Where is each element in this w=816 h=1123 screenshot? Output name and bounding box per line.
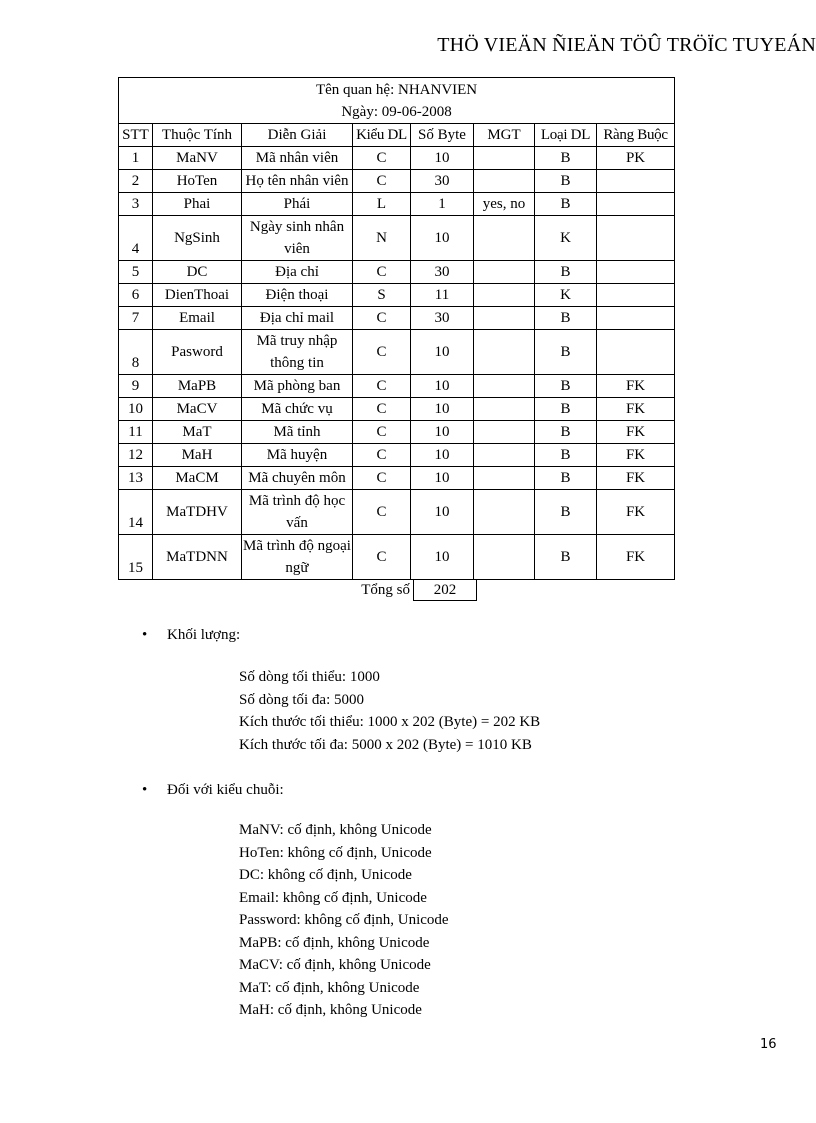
table-cell: B — [535, 261, 597, 284]
table-cell: 10 — [411, 216, 474, 261]
table-cell: yes, no — [474, 193, 535, 216]
table-cell: FK — [597, 421, 675, 444]
table-cell: 10 — [411, 467, 474, 490]
table-cell: 10 — [411, 490, 474, 535]
volume-lines — [239, 666, 540, 756]
table-cell: C — [353, 490, 411, 535]
table-cell: MaT — [153, 421, 242, 444]
column-header: Loại DL — [535, 124, 597, 147]
total-label: Tổng số — [361, 582, 410, 598]
table-row — [119, 490, 675, 535]
bullet-icon: • — [142, 782, 148, 798]
table-cell — [474, 261, 535, 284]
table-cell: 10 — [411, 421, 474, 444]
table-cell: K — [535, 284, 597, 307]
volume-line: Kích thước tối thiểu: 1000 x 202 (Byte) = 202 KB — [239, 714, 541, 730]
table-cell: B — [535, 147, 597, 170]
table-cell — [597, 330, 675, 375]
table-cell: DC — [153, 261, 242, 284]
table-cell: B — [535, 467, 597, 490]
table-cell: Mã truy nhập thông tin — [242, 330, 353, 375]
table-cell: Mã chuyên môn — [242, 467, 353, 490]
section-heading-string-type: Đối với kiểu chuỗi: — [167, 782, 284, 798]
table-cell — [474, 398, 535, 421]
string-type-line: MaCV: cố định, không Unicode — [239, 957, 431, 973]
table-cell: Phai — [153, 193, 242, 216]
table-cell: MaCM — [153, 467, 242, 490]
table-title-cell — [119, 78, 675, 124]
table-cell: Mã trình độ học vấn — [242, 490, 353, 535]
table-cell: B — [535, 375, 597, 398]
table-cell: B — [535, 398, 597, 421]
table-row — [119, 307, 675, 330]
string-type-line: MaT: cố định, không Unicode — [239, 979, 420, 996]
table-cell: 30 — [411, 307, 474, 330]
table-cell: Mã trình độ ngoại ngữ — [242, 535, 353, 580]
column-header: MGT — [474, 124, 535, 147]
table-cell: Điện thoại — [242, 284, 353, 307]
column-header: Diễn Giải — [242, 124, 353, 147]
relation-date: Ngày: 09-06-2008 — [341, 103, 452, 120]
table-cell: N — [353, 216, 411, 261]
string-type-line: MaH: cố định, không Unicode — [239, 1002, 422, 1018]
table-cell: 10 — [411, 398, 474, 421]
table-cell — [474, 375, 535, 398]
string-type-line: MaNV: cố định, không Unicode — [239, 822, 432, 838]
relation-table — [118, 77, 675, 580]
table-cell: FK — [597, 535, 675, 580]
volume-line: Số dòng tối thiểu: 1000 — [239, 669, 380, 685]
table-cell — [597, 307, 675, 330]
table-cell: C — [353, 444, 411, 467]
total-value: 202 — [413, 579, 477, 601]
table-cell: B — [535, 170, 597, 193]
table-cell — [474, 147, 535, 170]
table-cell: Họ tên nhân viên — [242, 170, 353, 193]
table-row — [119, 261, 675, 284]
string-type-line: Email: không cố định, Unicode — [239, 889, 427, 906]
bullet-icon: • — [142, 627, 148, 643]
table-cell: C — [353, 147, 411, 170]
table-cell — [474, 330, 535, 375]
table-cell: MaPB — [153, 375, 242, 398]
table-cell: 8 — [119, 330, 153, 375]
table-cell: FK — [597, 398, 675, 421]
table-cell — [597, 216, 675, 261]
table-cell — [474, 444, 535, 467]
table-row — [119, 284, 675, 307]
table-cell: C — [353, 261, 411, 284]
table-cell: 10 — [411, 330, 474, 375]
table-cell: 12 — [119, 444, 153, 467]
table-cell: 10 — [411, 444, 474, 467]
table-cell: Phái — [242, 193, 353, 216]
table-cell: FK — [597, 375, 675, 398]
table-cell: 6 — [119, 284, 153, 307]
table-cell: L — [353, 193, 411, 216]
table-cell: B — [535, 421, 597, 444]
table-cell: 2 — [119, 170, 153, 193]
table-cell: 10 — [411, 375, 474, 398]
page-header-title: THÖ VIEÄN ÑIEÄN TÖÛ TRÖÏC TUYEÁN — [437, 34, 816, 56]
column-header: Thuộc Tính — [153, 124, 242, 147]
table-cell: Mã chức vụ — [242, 398, 353, 421]
table-cell: Mã phòng ban — [242, 375, 353, 398]
table-cell — [474, 307, 535, 330]
table-cell: Mã nhân viên — [242, 147, 353, 170]
table-cell: 1 — [119, 147, 153, 170]
string-type-line: MaPB: cố định, không Unicode — [239, 934, 430, 951]
table-cell: Địa chỉ mail — [242, 307, 353, 330]
table-cell: B — [535, 490, 597, 535]
table-cell — [474, 490, 535, 535]
table-cell: 9 — [119, 375, 153, 398]
table-cell: Pasword — [153, 330, 242, 375]
volume-line: Số dòng tối đa: 5000 — [239, 691, 365, 708]
table-cell: DienThoai — [153, 284, 242, 307]
table-row — [119, 147, 675, 170]
table-cell: 11 — [411, 284, 474, 307]
table-cell — [474, 216, 535, 261]
table-cell: C — [353, 421, 411, 444]
table-cell: MaTDHV — [153, 490, 242, 535]
table-cell: NgSinh — [153, 216, 242, 261]
table-cell — [597, 193, 675, 216]
table-cell: Địa chỉ — [242, 261, 353, 284]
table-cell: C — [353, 535, 411, 580]
table-header-row — [119, 124, 675, 147]
table-cell — [597, 170, 675, 193]
string-type-line: DC: không cố định, Unicode — [239, 867, 412, 883]
section-heading-volume: Khối lượng: — [167, 627, 241, 643]
table-cell: C — [353, 307, 411, 330]
column-header: STT — [119, 124, 153, 147]
table-cell: 13 — [119, 467, 153, 490]
table-cell: MaCV — [153, 398, 242, 421]
table-cell: C — [353, 467, 411, 490]
table-cell: 11 — [119, 421, 153, 444]
page-number: 16 — [760, 1037, 777, 1052]
volume-line: Kích thước tối đa: 5000 x 202 (Byte) = 1010 KB — [239, 736, 532, 753]
table-row — [119, 170, 675, 193]
table-cell — [474, 284, 535, 307]
table-cell: 3 — [119, 193, 153, 216]
table-cell: 30 — [411, 261, 474, 284]
table-cell: Ngày sinh nhân viên — [242, 216, 353, 261]
table-cell: K — [535, 216, 597, 261]
table-cell: Mã tỉnh — [242, 421, 353, 444]
table-cell — [474, 170, 535, 193]
column-header: Số Byte — [411, 124, 474, 147]
table-cell: 10 — [411, 147, 474, 170]
table-row — [119, 444, 675, 467]
table-cell: C — [353, 170, 411, 193]
string-type-lines — [239, 819, 449, 1022]
table-cell: 5 — [119, 261, 153, 284]
table-cell: C — [353, 398, 411, 421]
table-cell: 4 — [119, 216, 153, 261]
table-cell — [474, 467, 535, 490]
table-cell: 1 — [411, 193, 474, 216]
table-row — [119, 398, 675, 421]
table-cell: 7 — [119, 307, 153, 330]
table-cell: MaH — [153, 444, 242, 467]
table-cell: MaNV — [153, 147, 242, 170]
table-cell: B — [535, 535, 597, 580]
table-row — [119, 535, 675, 580]
table-cell: 10 — [411, 535, 474, 580]
table-cell: FK — [597, 444, 675, 467]
table-cell: B — [535, 193, 597, 216]
table-row — [119, 216, 675, 261]
string-type-line: HoTen: không cố định, Unicode — [239, 844, 432, 861]
table-cell: FK — [597, 490, 675, 535]
table-cell: C — [353, 375, 411, 398]
table-cell: C — [353, 330, 411, 375]
table-cell — [474, 421, 535, 444]
table-row — [119, 467, 675, 490]
table-cell: MaTDNN — [153, 535, 242, 580]
relation-name: Tên quan hệ: NHANVIEN — [315, 81, 478, 98]
table-cell: B — [535, 444, 597, 467]
table-row — [119, 193, 675, 216]
string-type-line: Password: không cố định, Unicode — [239, 912, 449, 928]
table-cell: Email — [153, 307, 242, 330]
table-cell: 15 — [119, 535, 153, 580]
column-header: Ràng Buộc — [597, 124, 675, 147]
table-cell — [597, 284, 675, 307]
total-row — [118, 579, 674, 601]
column-header: Kiểu DL — [353, 124, 411, 147]
table-cell: 10 — [119, 398, 153, 421]
table-cell: 30 — [411, 170, 474, 193]
table-cell: B — [535, 307, 597, 330]
table-cell: PK — [597, 147, 675, 170]
table-cell — [597, 261, 675, 284]
table-row — [119, 375, 675, 398]
table-cell: B — [535, 330, 597, 375]
table-cell — [474, 535, 535, 580]
table-cell: S — [353, 284, 411, 307]
table-cell: FK — [597, 467, 675, 490]
table-cell: 14 — [119, 490, 153, 535]
table-row — [119, 421, 675, 444]
table-cell: HoTen — [153, 170, 242, 193]
table-row — [119, 330, 675, 375]
table-cell: Mã huyện — [242, 444, 353, 467]
